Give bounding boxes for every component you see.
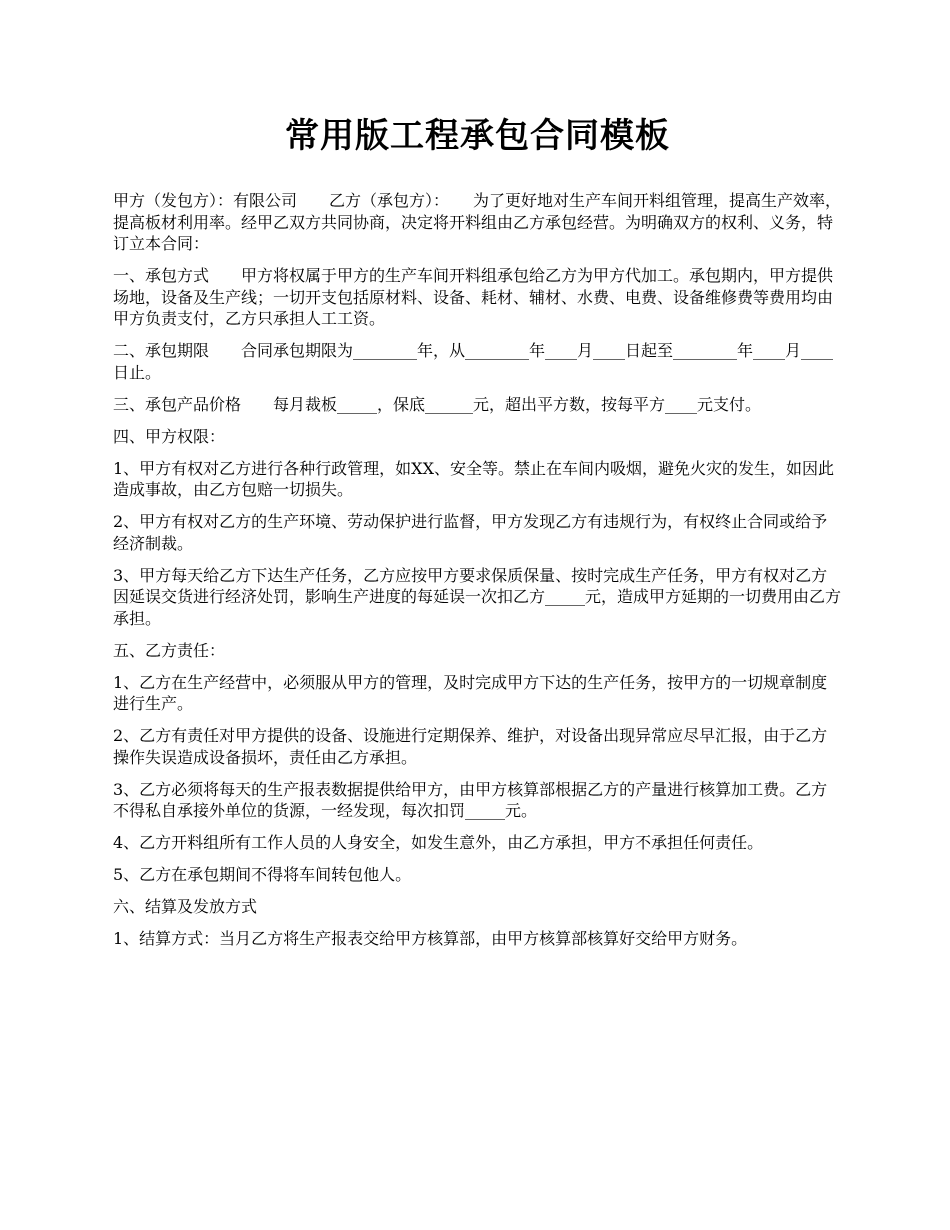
party-b-duties-item-1: 1、乙方在生产经营中，必须服从甲方的管理，及时完成甲方下达的生产任务，按甲方的一切规章制度进行生产。 (113, 672, 828, 713)
party-a-rights-item-2: 2、甲方有权对乙方的生产环境、劳动保护进行监督，甲方发现乙方有违规行为，有权终止合同或给予经济制裁。 (113, 512, 828, 553)
intro-paragraph: 甲方（发包方）：有限公司 乙方（承包方）： 为了更好地对生产车间开料组管理，提高生产效率，提高板材利用率。经甲乙双方共同协商，决定将开料组由乙方承包经营。为明确双方的权利、义务，特订立本合同： (113, 191, 842, 253)
clause-3-product-price: 三、承包产品价格 每月裁板_____，保底______元，超出平方数，按每平方____元支付。 (113, 394, 762, 414)
document-body (113, 190, 842, 950)
party-a-rights-item-1: 1、甲方有权对乙方进行各种行政管理，如XX、安全等。禁止在车间内吸烟，避免火灾的发生，如因此造成事故，由乙方包赔一切损失。 (113, 458, 834, 499)
section-heading-party-a-rights: 四、甲方权限： (113, 426, 226, 446)
party-b-duties-item-3: 3、乙方必须将每天的生产报表数据提供给甲方，由甲方核算部根据乙方的产量进行核算加工费。乙方不得私自承接外单位的货源，一经发现，每次扣罚_____元。 (113, 779, 828, 820)
section-heading-party-b-duties: 五、乙方责任： (113, 640, 226, 660)
settlement-item-1: 1、结算方式：当月乙方将生产报表交给甲方核算部，由甲方核算部核算好交给甲方财务。 (113, 929, 748, 948)
party-b-duties-item-5: 5、乙方在承包期间不得将车间转包他人。 (113, 865, 412, 884)
section-heading-settlement: 六、结算及发放方式 (113, 897, 258, 916)
document-title: 常用版工程承包合同模板 (285, 116, 670, 156)
clause-1-contract-method: 一、承包方式 甲方将权属于甲方的生产车间开料组承包给乙方为甲方代加工。承包期内，甲方提供场地，设备及生产线；一切开支包括原材料、设备、耗材、辅材、水费、电费、设备维修费等费用均由甲方负责支付，乙方只承担人工工资。 (113, 266, 834, 328)
party-b-duties-item-2: 2、乙方有责任对甲方提供的设备、设施进行定期保养、维护，对设备出现异常应尽早汇报，由于乙方操作失误造成设备损坏，责任由乙方承担。 (113, 726, 828, 767)
party-b-duties-item-4: 4、乙方开料组所有工作人员的人身安全，如发生意外，由乙方承担，甲方不承担任何责任。 (113, 833, 764, 852)
party-a-rights-item-3: 3、甲方每天给乙方下达生产任务，乙方应按甲方要求保质保量、按时完成生产任务，甲方有权对乙方因延误交货进行经济处罚，影响生产进度的每延误一次扣乙方_____元，造成甲方延期的一切费用由乙方承担。 (113, 565, 842, 628)
clause-2-contract-term: 二、承包期限 合同承包期限为________年，从________年____月____日起至________年____月____日止。 (113, 341, 834, 382)
